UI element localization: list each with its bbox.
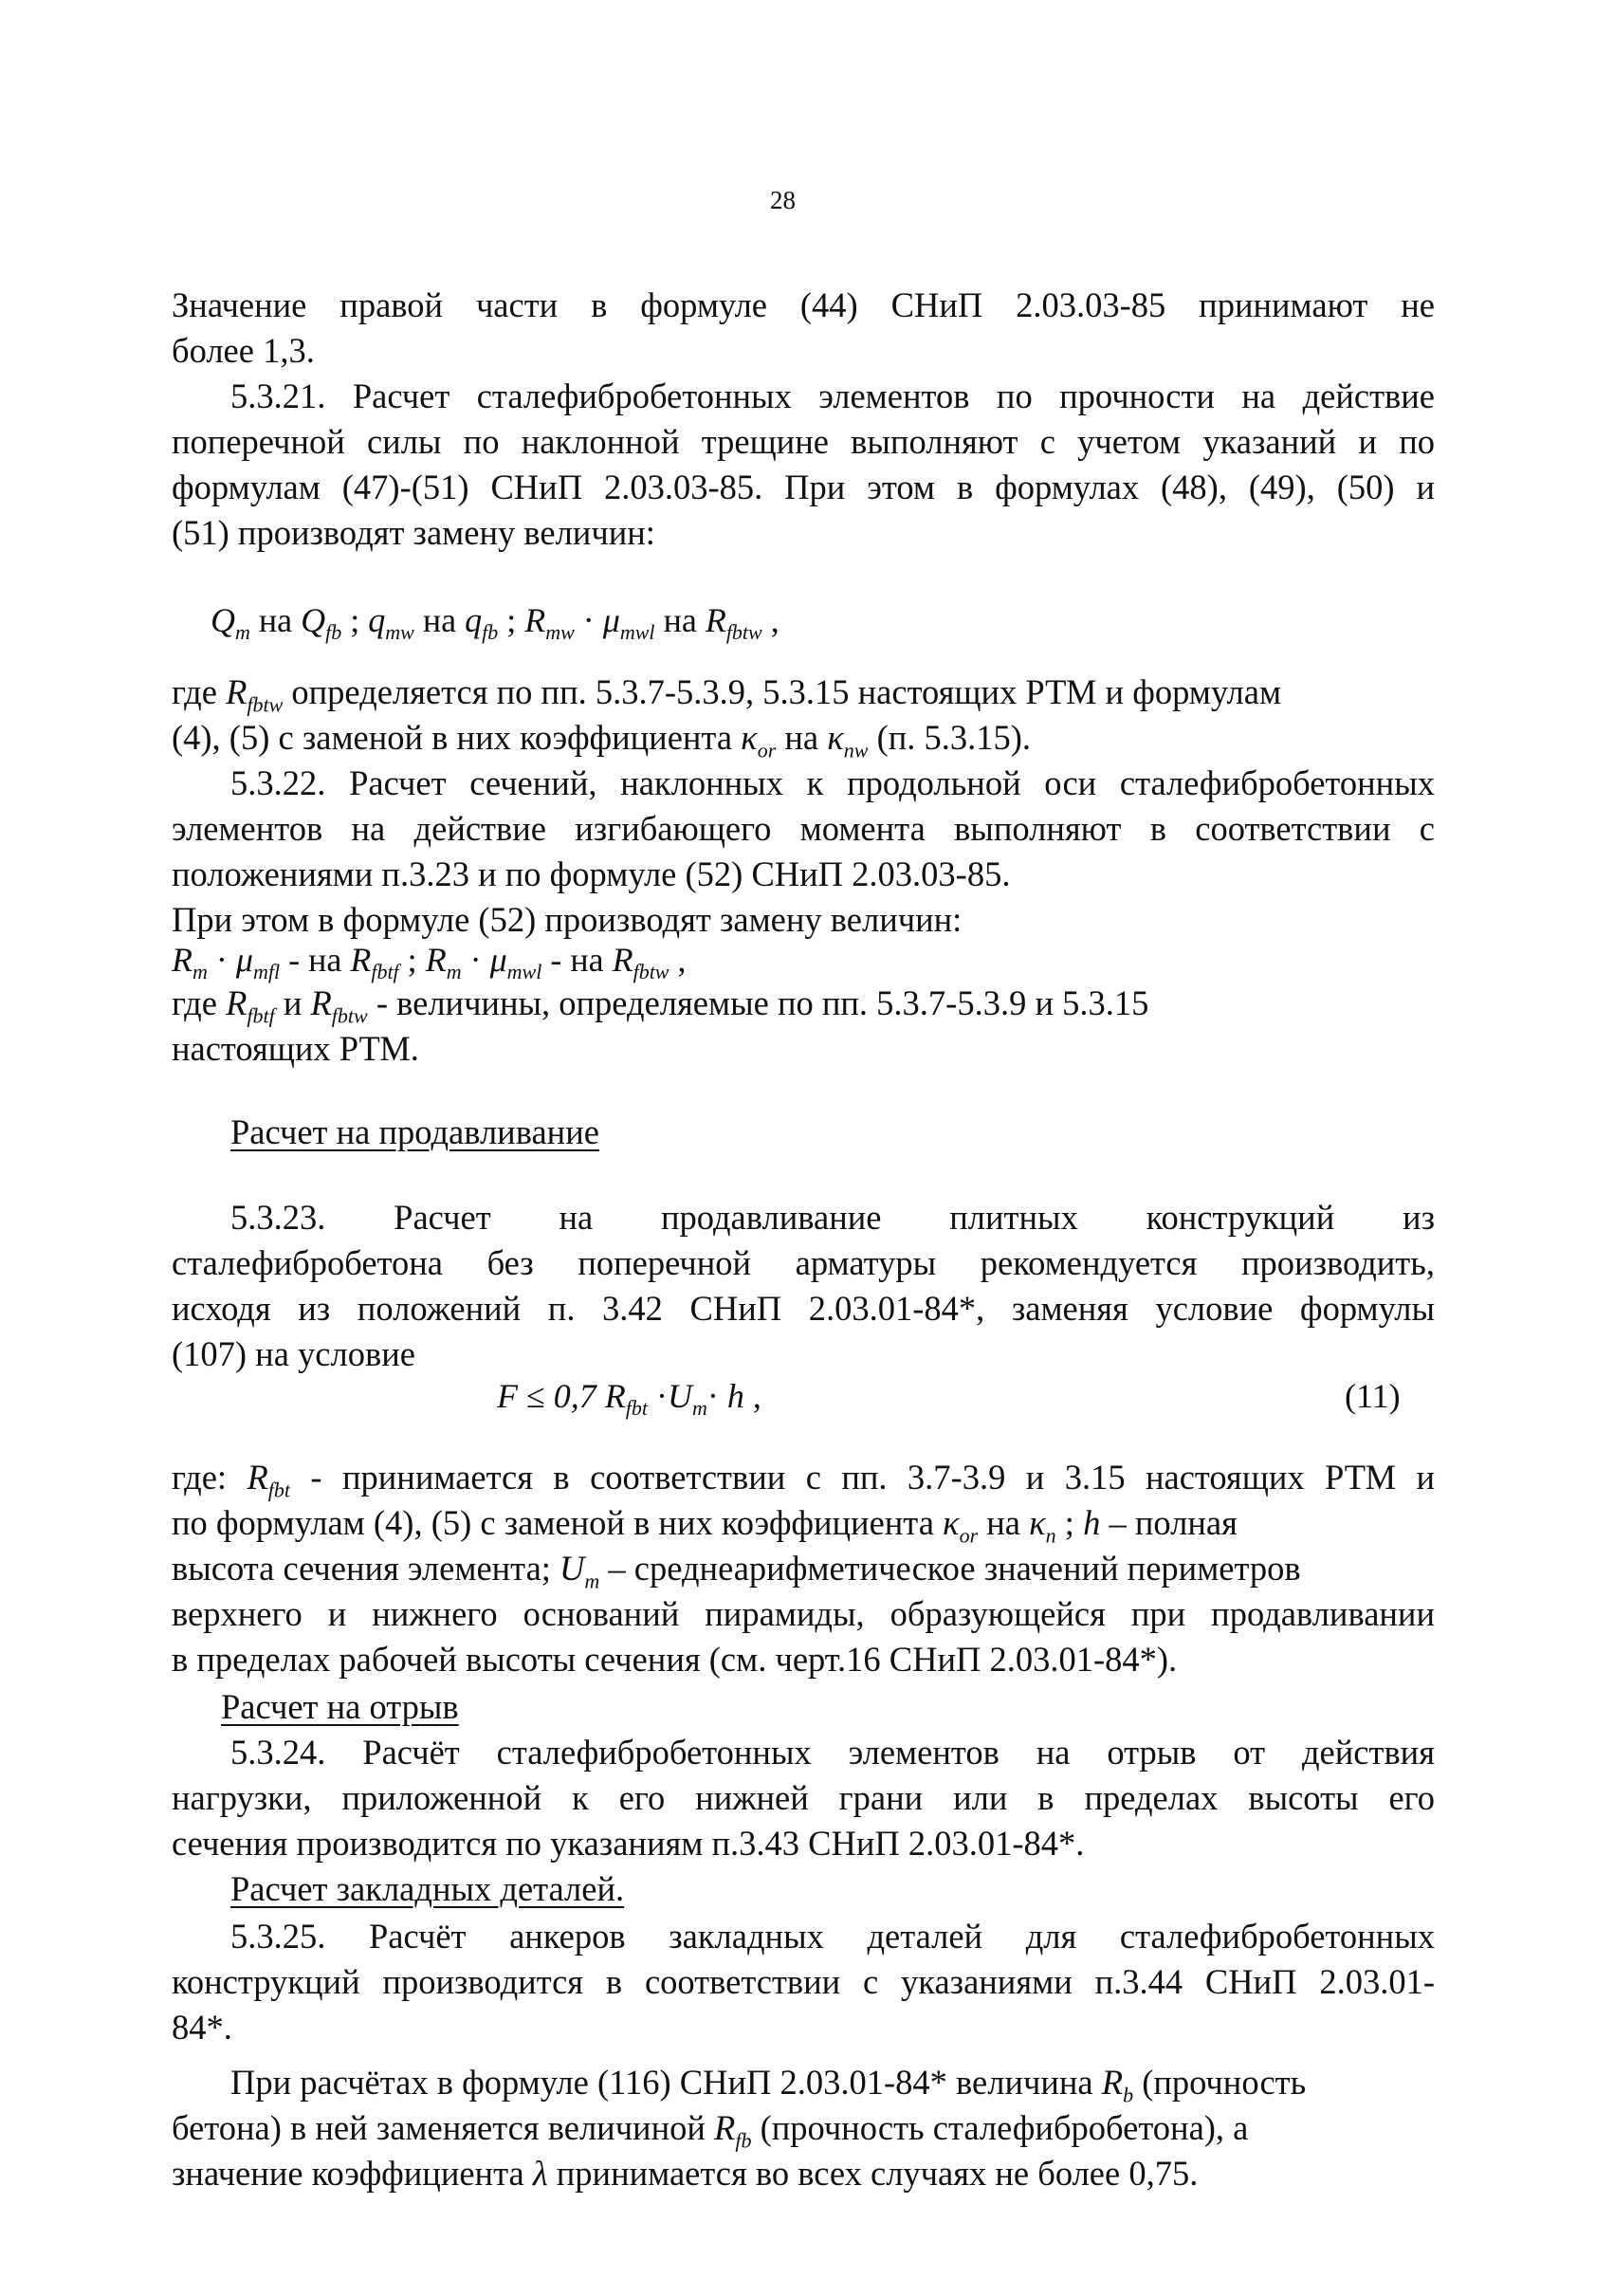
text-line: значение коэффициента λ принимается во всех случаях не более 0,75. (172, 2154, 1199, 2193)
equation-number: (11) (1345, 1377, 1401, 1415)
text-line: поперечной силы по наклонной трещине выполняют с учетом указаний и по (172, 422, 1435, 461)
section-heading-embedded-parts: Расчет закладных деталей. (230, 1869, 625, 1908)
text-line: 5.3.22. Расчет сечений, наклонных к продольной оси сталефибробетонных (230, 763, 1435, 802)
text-line: Значение правой части в формуле (44) СНиП 2.03.03-85 принимают не (172, 285, 1435, 324)
formula-11: F ≤ 0,7 $R_{fbt} \cdot U_m\cdot h$ , (497, 1377, 761, 1420)
text-line: сталефибробетона без поперечной арматуры рекомендуется производить, (172, 1243, 1435, 1282)
text-line: где: $R_{fbt}$ - принимается в соответствии с пп. 3.7-3.9 и 3.15 настоящих РТМ и (172, 1458, 1435, 1502)
text-line: бетона) в ней заменяется величиной $R_{fb}$ (прочность сталефибробетона), а (172, 2108, 1249, 2153)
text-line: положениями п.3.23 и по формуле (52) СНиП 2.03.03-85. (172, 854, 1011, 893)
formula-replacements-2: $R_m \cdot \mu_{mfl}$ - на $R_{fbtf}$ ; $R_m \cdot \mu_{mwl}$ - на $R_{fbtw}$ , (172, 941, 687, 983)
text-line: где $R_{fbtf}$ и $R_{fbtw}$ - величины, определяемые по пп. 5.3.7-5.3.9 и 5.3.15 (172, 983, 1149, 1028)
text-line: сечения производится по указаниям п.3.43 СНиП 2.03.01-84*. (172, 1824, 1085, 1863)
section-heading-separation: Расчет на отрыв (221, 1687, 459, 1726)
text-line: (4), (5) с заменой в них коэффициента $\kappa_{or}$ на $\kappa_{nw}$ (п. 5.3.15). (172, 718, 1032, 762)
text-line: где $R_{fbtw}$ определяется по пп. 5.3.7-5.3.9, 5.3.15 настоящих РТМ и формулам (172, 672, 1282, 717)
section-heading-punching: Расчет на продавливание (230, 1112, 599, 1151)
text-line: элементов на действие изгибающего момента выполняют в соответствии с (172, 809, 1435, 848)
text-line: формулам (47)-(51) СНиП 2.03.03-85. При этом в формулах (48), (49), (50) и (172, 468, 1435, 506)
text-line: 5.3.25. Расчёт анкеров закладных деталей для сталефибробетонных (230, 1917, 1435, 1956)
text-line: При этом в формуле (52) производят замену величин: (172, 900, 963, 939)
page-number: 28 (770, 186, 796, 214)
formula-replacements-1: $Q_m$ на $Q_{fb}$ ; $q_{mw}$ на $q_{fb}$ ; $R_{mw} \cdot \mu_{mwl}$ на $R_{fbtw}$ , (211, 601, 779, 644)
text-line: по формулам (4), (5) с заменой в них коэффициента $\kappa_{or}$ на $\kappa_n$ ; h – полная (172, 1503, 1238, 1548)
text-line: исходя из положений п. 3.42 СНиП 2.03.01-84*, заменяя условие формулы (172, 1289, 1435, 1328)
text-line: более 1,3. (172, 331, 315, 370)
text-line: настоящих РТМ. (172, 1029, 419, 1068)
text-line: 5.3.23. Расчет на продавливание плитных конструкций из (230, 1198, 1435, 1237)
text-line: верхнего и нижнего оснований пирамиды, образующейся при продавливании (172, 1594, 1435, 1633)
text-line: 5.3.24. Расчёт сталефибробетонных элементов на отрыв от действия (230, 1733, 1435, 1772)
text-line: нагрузки, приложенной к его нижней грани или в пределах высоты его (172, 1778, 1435, 1817)
text-line: в пределах рабочей высоты сечения (см. черт.16 СНиП 2.03.01-84*). (172, 1640, 1178, 1679)
text-line: конструкций производится в соответствии с указаниями п.3.44 СНиП 2.03.01- (172, 1962, 1435, 2001)
text-line: 5.3.21. Расчет сталефибробетонных элементов по прочности на действие (230, 377, 1435, 415)
text-line: 84*. (172, 2008, 232, 2047)
text-line: (107) на условие (172, 1334, 415, 1373)
text-line: высота сечения элемента; $U_m$ – среднеарифметическое значений периметров (172, 1549, 1301, 1593)
text-line: (51) производят замену величин: (172, 513, 655, 552)
text-line: При расчётах в формуле (116) СНиП 2.03.01-84* величина $R_b$ (прочность (230, 2063, 1307, 2107)
